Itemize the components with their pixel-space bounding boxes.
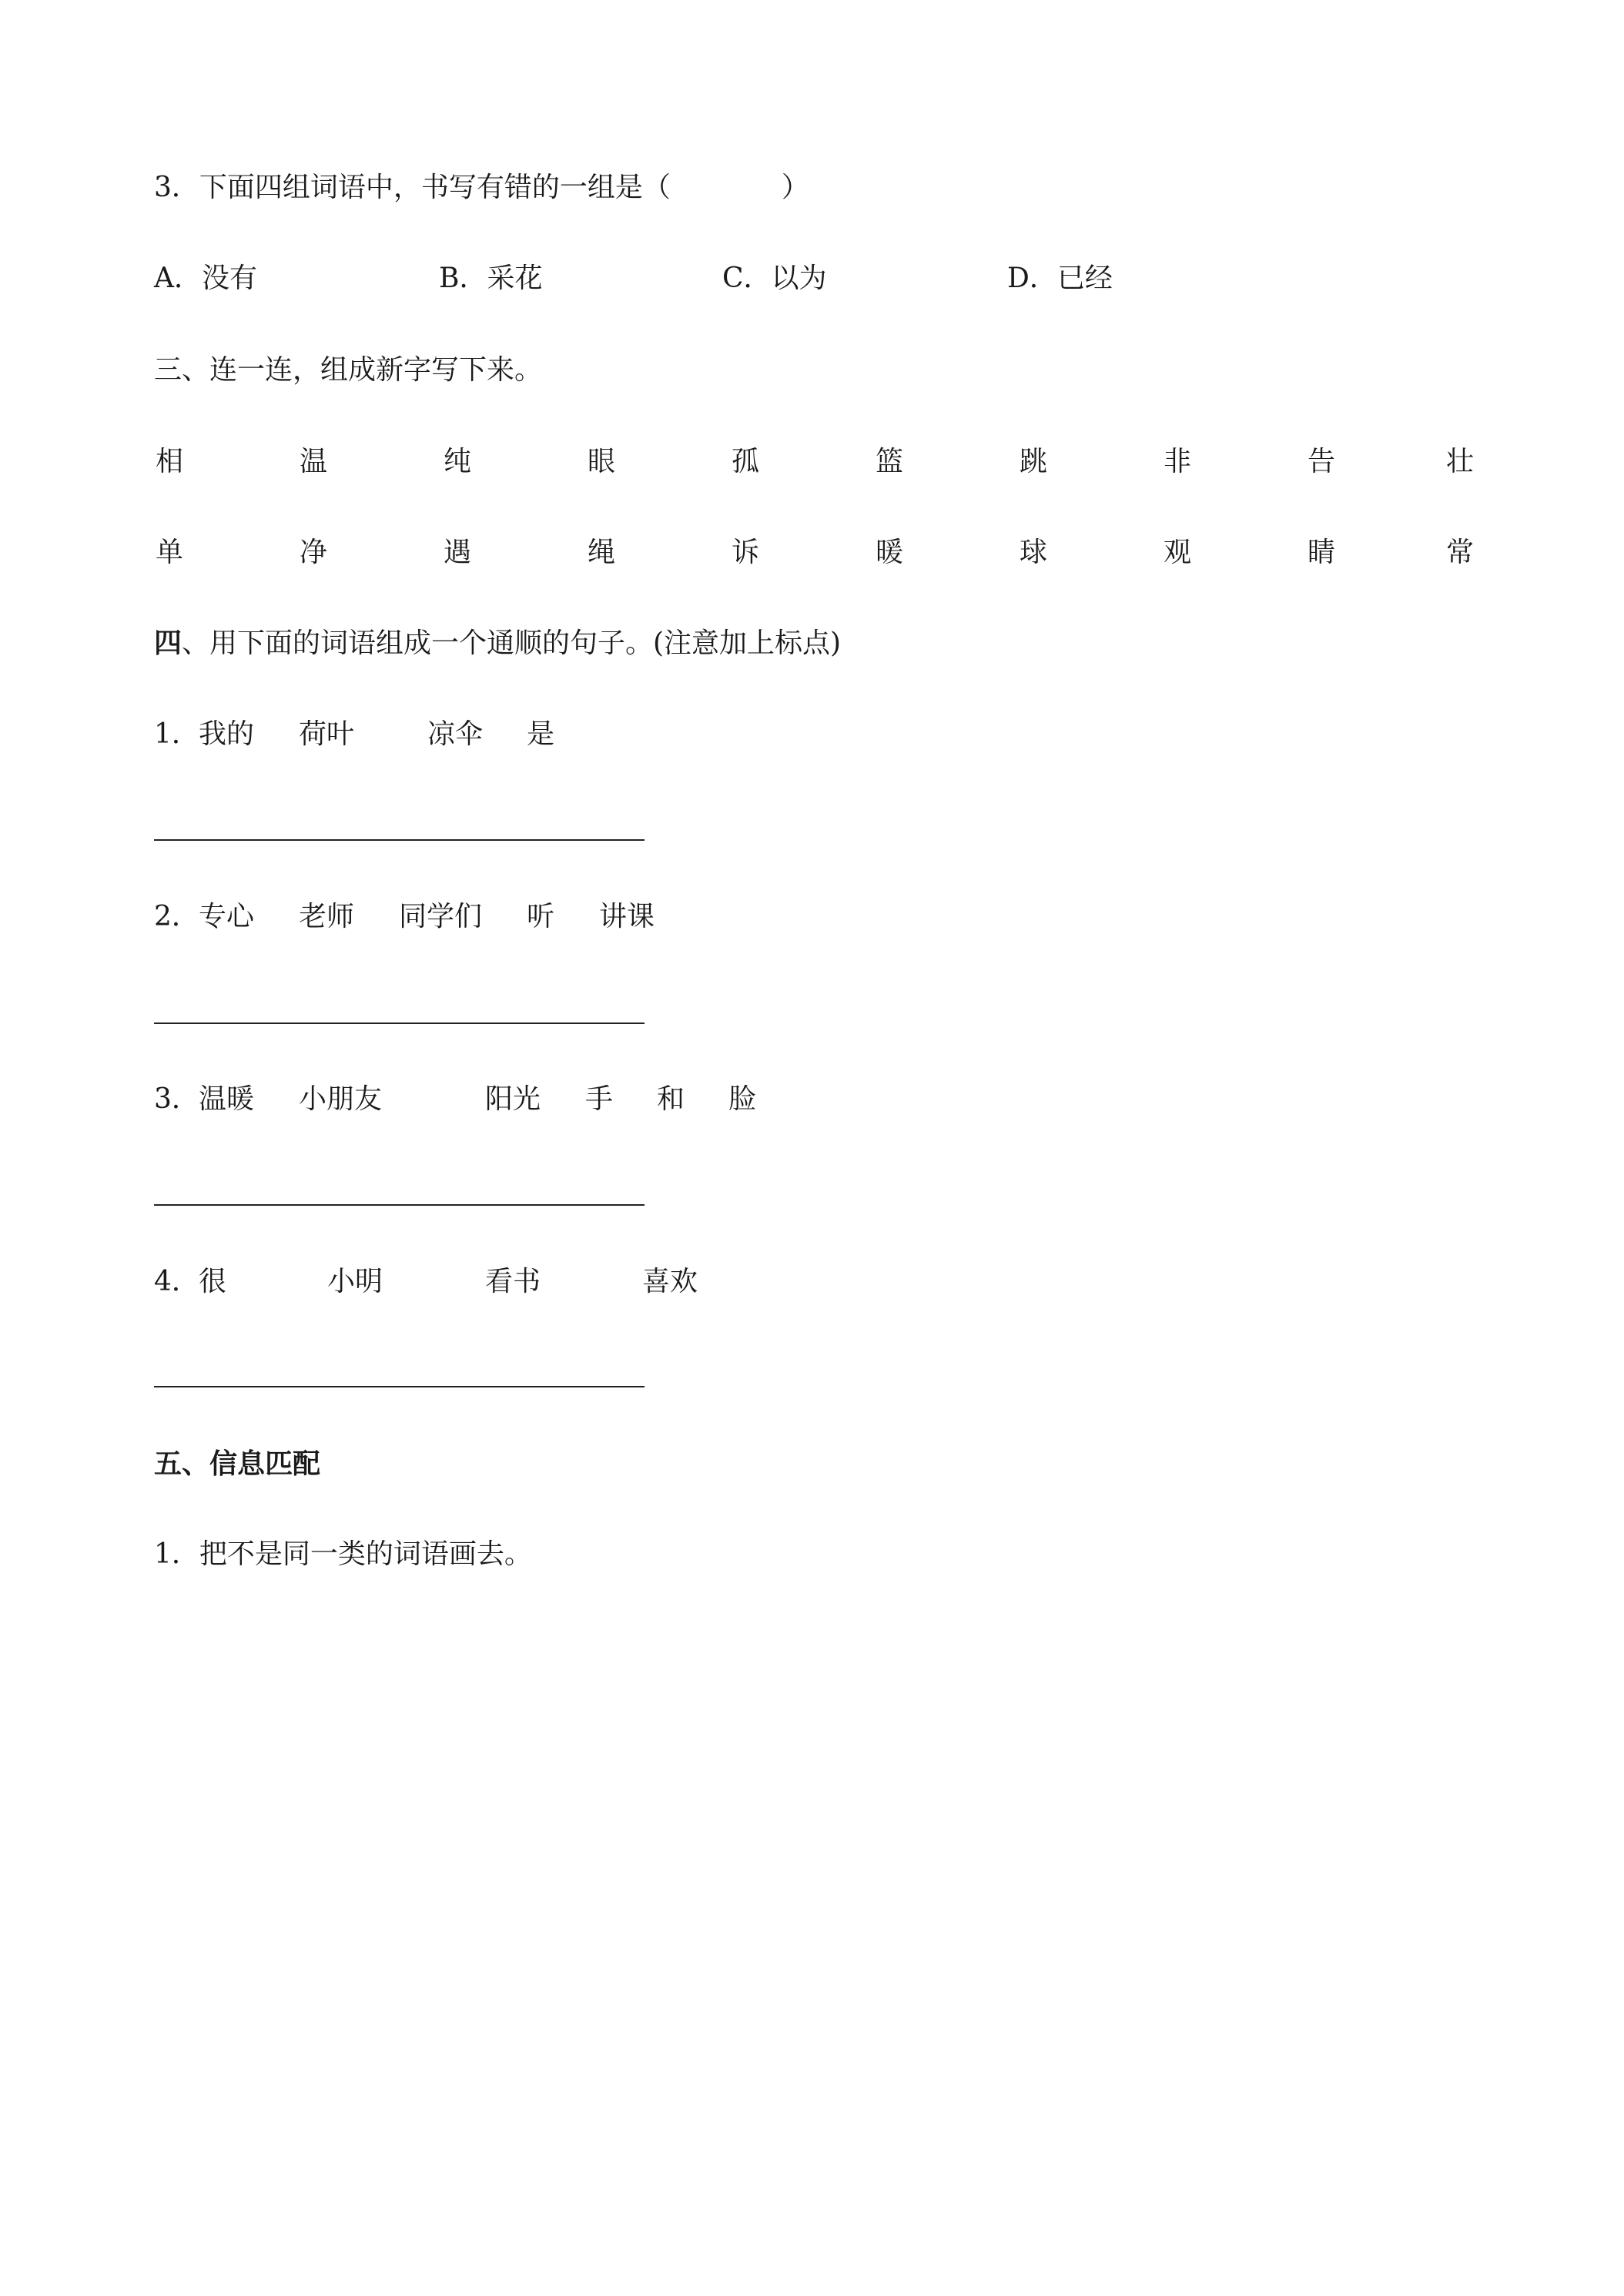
section-5-item-1: 1．把不是同一类的词语画去。	[154, 1538, 532, 1570]
word: 小明	[327, 1266, 383, 1297]
answer-line-4[interactable]	[154, 1386, 645, 1387]
option-d: D．已经	[1007, 263, 1113, 294]
char-cell: 球	[1019, 537, 1047, 568]
word: 看书	[485, 1266, 541, 1297]
word: 凉伞	[427, 718, 484, 750]
item-1-number: 1．	[154, 718, 199, 750]
word: 手	[585, 1083, 614, 1115]
answer-line-1[interactable]	[154, 839, 645, 841]
word: 荷叶	[299, 718, 355, 750]
char-cell: 孤	[731, 446, 759, 477]
char-cell: 告	[1307, 446, 1335, 477]
word: 听	[527, 901, 555, 932]
section-4-title	[154, 624, 841, 662]
word: 是	[527, 718, 555, 750]
word: 讲课	[599, 901, 655, 932]
answer-line-3[interactable]	[154, 1204, 645, 1206]
answer-line-2[interactable]	[154, 1022, 645, 1024]
word: 专心	[199, 901, 255, 932]
question-3-text: 3．下面四组词语中，书写有错的一组是（ ）	[154, 172, 809, 203]
word: 阳光	[485, 1083, 541, 1115]
word: 喜欢	[642, 1266, 698, 1297]
word: 脸	[728, 1083, 757, 1115]
char-cell: 眼	[587, 446, 615, 477]
word: 和	[657, 1083, 685, 1115]
word: 同学们	[399, 901, 483, 932]
char-cell: 跳	[1019, 446, 1047, 477]
word: 我的	[199, 718, 255, 750]
word: 小朋友	[299, 1083, 383, 1115]
char-cell: 非	[1163, 446, 1191, 477]
option-a: A．没有	[154, 263, 257, 294]
char-cell: 单	[155, 537, 183, 568]
section-4-instruction: 、用下面的词语组成一个通顺的句子。(注意加上标点)	[182, 628, 842, 659]
item-2-number: 2．	[154, 901, 199, 932]
word: 老师	[299, 901, 355, 932]
char-cell: 绳	[587, 537, 615, 568]
word: 很	[199, 1266, 227, 1297]
char-cell: 相	[155, 446, 183, 477]
char-cell: 遇	[443, 537, 471, 568]
char-cell: 篮	[875, 446, 903, 477]
char-cell: 纯	[443, 446, 471, 477]
item-4-number: 4．	[154, 1266, 199, 1297]
char-cell: 常	[1445, 537, 1474, 568]
char-cell: 壮	[1445, 446, 1474, 477]
option-c: C．以为	[722, 263, 827, 294]
char-cell: 睛	[1307, 537, 1335, 568]
section-4-number: 四	[154, 627, 182, 659]
section-5-title: 五、信息匹配	[154, 1448, 321, 1480]
char-cell: 净	[299, 537, 327, 568]
char-cell: 暖	[875, 537, 903, 568]
char-cell: 温	[299, 446, 327, 477]
char-cell: 诉	[731, 537, 759, 568]
option-b: B．采花	[439, 263, 543, 294]
item-3-number: 3．	[154, 1083, 199, 1115]
section-3-title: 三、连一连，组成新字写下来。	[154, 354, 543, 386]
word: 温暖	[199, 1083, 255, 1115]
char-cell: 观	[1163, 537, 1191, 568]
